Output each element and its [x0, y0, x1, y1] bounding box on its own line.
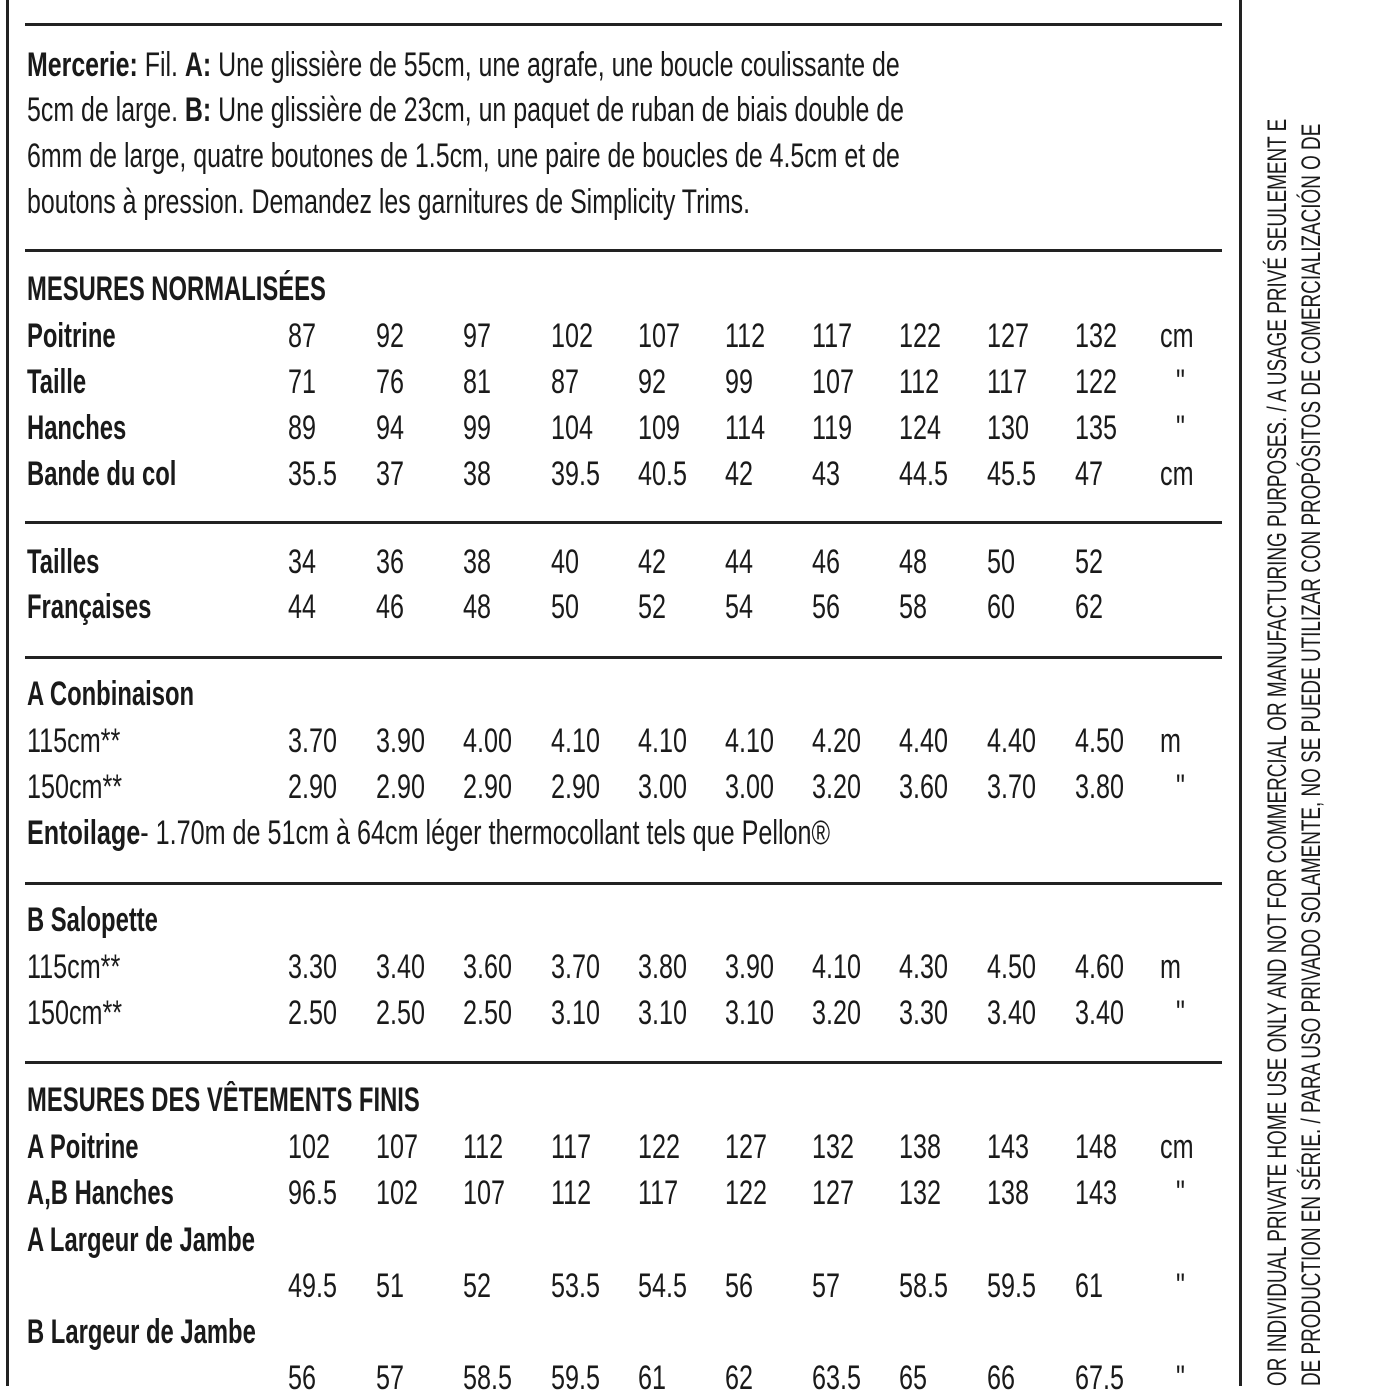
- table-cell: 122: [725, 1174, 767, 1212]
- table-cell: 104: [551, 409, 593, 447]
- table-cell: 3.90: [376, 722, 425, 760]
- table-cell: 58.5: [463, 1359, 512, 1397]
- table-cell: 52: [463, 1267, 491, 1305]
- table-cell: 48: [463, 588, 491, 626]
- table-cell: 117: [812, 317, 853, 355]
- interfacing-note: [27, 816, 830, 850]
- table-cell: 53.5: [551, 1267, 600, 1305]
- table-cell: 122: [1075, 363, 1117, 401]
- row-label: A Largeur de Jambe: [27, 1221, 255, 1259]
- table-cell: 3.70: [987, 768, 1036, 806]
- table-cell: 56: [812, 588, 840, 626]
- table-cell: 3.40: [376, 948, 425, 986]
- table-cell: 59.5: [987, 1267, 1036, 1305]
- unit-label: ": [1176, 994, 1185, 1032]
- table-cell: 47: [1075, 455, 1103, 493]
- table-cell: 37: [376, 455, 404, 493]
- table-cell: 99: [463, 409, 491, 447]
- notions-text: Une glissière de 55cm, une agrafe, une boucle coulissante de: [211, 46, 900, 84]
- table-cell: 112: [725, 317, 766, 355]
- table-cell: 3.00: [638, 768, 687, 806]
- divider: [25, 521, 1222, 524]
- row-label: Tailles: [27, 543, 100, 581]
- divider: [25, 23, 1222, 26]
- table-cell: 3.30: [899, 994, 948, 1032]
- row-label: 150cm**: [27, 994, 123, 1032]
- unit-label: ": [1176, 1267, 1185, 1305]
- table-cell: 2.90: [288, 768, 337, 806]
- table-cell: 54.5: [638, 1267, 687, 1305]
- table-cell: 124: [899, 409, 941, 447]
- table-cell: 143: [1075, 1174, 1117, 1212]
- table-cell: 89: [288, 409, 316, 447]
- row-label: A,B Hanches: [27, 1174, 174, 1212]
- table-cell: 2.50: [376, 994, 425, 1032]
- side-notice-line-2: [1298, 0, 1325, 1386]
- unit-label: ": [1176, 1174, 1185, 1212]
- section-title: MESURES DES VÊTEMENTS FINIS: [27, 1081, 420, 1119]
- table-cell: 107: [812, 363, 854, 401]
- table-cell: 4.10: [812, 948, 861, 986]
- table-cell: 4.60: [1075, 948, 1124, 986]
- section-title: MESURES NORMALISÉES: [27, 270, 326, 308]
- notions-line: [27, 139, 900, 173]
- table-cell: 3.80: [1075, 768, 1124, 806]
- table-cell: 61: [1075, 1267, 1103, 1305]
- table-cell: 102: [288, 1128, 330, 1166]
- unit-label: cm: [1160, 1128, 1194, 1166]
- table-cell: 117: [987, 363, 1028, 401]
- table-cell: 52: [638, 588, 666, 626]
- table-cell: 3.60: [463, 948, 512, 986]
- table-cell: 3.10: [638, 994, 687, 1032]
- table-cell: 44: [725, 543, 753, 581]
- table-cell: 66: [987, 1359, 1015, 1397]
- table-cell: 38: [463, 455, 491, 493]
- divider: [25, 1061, 1222, 1064]
- notions-line: [27, 93, 904, 127]
- notions-text: 5cm de large.: [27, 91, 185, 129]
- table-cell: 138: [899, 1128, 941, 1166]
- table-cell: 117: [638, 1174, 679, 1212]
- table-cell: 40: [551, 543, 579, 581]
- table-cell: 50: [551, 588, 579, 626]
- table-cell: 4.50: [987, 948, 1036, 986]
- table-cell: 71: [288, 363, 316, 401]
- unit-label: ": [1176, 1359, 1185, 1397]
- table-cell: 58: [899, 588, 927, 626]
- notions-text: boutons à pression. Demandez les garnitures de Simplicity Trims.: [27, 183, 751, 221]
- table-cell: 3.30: [288, 948, 337, 986]
- table-cell: 2.50: [288, 994, 337, 1032]
- side-notice-line-1: [1264, 0, 1291, 1386]
- table-cell: 3.00: [725, 768, 774, 806]
- table-cell: 122: [899, 317, 941, 355]
- right-border: [1239, 0, 1242, 1386]
- table-cell: 44: [288, 588, 316, 626]
- table-cell: 148: [1075, 1128, 1117, 1166]
- table-cell: 127: [812, 1174, 854, 1212]
- table-cell: 122: [638, 1128, 680, 1166]
- table-cell: 3.70: [551, 948, 600, 986]
- table-cell: 130: [987, 409, 1029, 447]
- row-label: Poitrine: [27, 317, 116, 355]
- table-cell: 3.10: [551, 994, 600, 1032]
- table-cell: 4.50: [1075, 722, 1124, 760]
- table-cell: 114: [725, 409, 766, 447]
- table-cell: 87: [288, 317, 316, 355]
- section-title: B Salopette: [27, 901, 158, 939]
- table-cell: 34: [288, 543, 316, 581]
- table-cell: 102: [376, 1174, 418, 1212]
- notions-line: [27, 185, 750, 219]
- table-cell: 58.5: [899, 1267, 948, 1305]
- table-cell: 52: [1075, 543, 1103, 581]
- table-cell: 3.90: [725, 948, 774, 986]
- left-border: [6, 0, 9, 1386]
- notions-text: 6mm de large, quatre boutones de 1.5cm, une paire de boucles de 4.5cm et de: [27, 137, 900, 175]
- table-cell: 45.5: [987, 455, 1036, 493]
- table-cell: 109: [638, 409, 680, 447]
- row-label: Bande du col: [27, 455, 177, 493]
- interfacing-label: Entoilage: [27, 814, 141, 852]
- table-cell: 112: [899, 363, 940, 401]
- table-cell: 112: [551, 1174, 592, 1212]
- table-cell: 42: [725, 455, 753, 493]
- table-cell: 57: [812, 1267, 840, 1305]
- table-cell: 67.5: [1075, 1359, 1124, 1397]
- table-cell: 97: [463, 317, 491, 355]
- table-cell: 57: [376, 1359, 404, 1397]
- table-cell: 4.00: [463, 722, 512, 760]
- unit-label: ": [1176, 768, 1185, 806]
- notions-line: [27, 48, 900, 82]
- interfacing-text: - 1.70m de 51cm à 64cm léger thermocollant tels que Pellon®: [140, 814, 831, 852]
- table-cell: 49.5: [288, 1267, 337, 1305]
- divider: [25, 656, 1222, 659]
- table-cell: 54: [725, 588, 753, 626]
- table-cell: 4.10: [551, 722, 600, 760]
- table-cell: 3.80: [638, 948, 687, 986]
- table-cell: 2.90: [551, 768, 600, 806]
- table-cell: 76: [376, 363, 404, 401]
- notions-bold-label: A:: [184, 46, 212, 84]
- table-cell: 102: [551, 317, 593, 355]
- table-cell: 3.10: [725, 994, 774, 1032]
- table-cell: 61: [638, 1359, 666, 1397]
- table-cell: 119: [812, 409, 853, 447]
- table-cell: 4.40: [899, 722, 948, 760]
- table-cell: 38: [463, 543, 491, 581]
- table-cell: 40.5: [638, 455, 687, 493]
- table-cell: 117: [551, 1128, 592, 1166]
- side-notice-text-2: DE PRODUCTION EN SÉRIE. / PARA USO PRIVADO SOLAMENTE, NO SE PUEDE UTILIZAR CON PROPÓSITOS DE COMERCIALIZACIÓN O DE: [1296, 123, 1326, 1386]
- table-cell: 60: [987, 588, 1015, 626]
- divider: [25, 882, 1222, 885]
- table-cell: 94: [376, 409, 404, 447]
- row-label: B Largeur de Jambe: [27, 1313, 256, 1351]
- table-cell: 92: [376, 317, 404, 355]
- table-cell: 107: [376, 1128, 418, 1166]
- table-cell: 3.40: [987, 994, 1036, 1032]
- row-label: Taille: [27, 363, 87, 401]
- table-cell: 96.5: [288, 1174, 337, 1212]
- table-cell: 56: [725, 1267, 753, 1305]
- table-cell: 2.50: [463, 994, 512, 1032]
- table-cell: 46: [812, 543, 840, 581]
- side-notice-text-1: OR INDIVIDUAL PRIVATE HOME USE ONLY AND NOT FOR COMMERCIAL OR MANUFACTURING PURPOSES. / A USAGE PRIVÉ SEULEMENT E: [1262, 118, 1292, 1386]
- table-cell: 44.5: [899, 455, 948, 493]
- table-cell: 3.70: [288, 722, 337, 760]
- table-cell: 4.10: [638, 722, 687, 760]
- table-cell: 99: [725, 363, 753, 401]
- table-cell: 63.5: [812, 1359, 861, 1397]
- table-cell: 132: [899, 1174, 941, 1212]
- row-label: Françaises: [27, 588, 152, 626]
- table-cell: 48: [899, 543, 927, 581]
- table-cell: 62: [1075, 588, 1103, 626]
- table-cell: 2.90: [463, 768, 512, 806]
- table-cell: 46: [376, 588, 404, 626]
- unit-label: ": [1176, 409, 1185, 447]
- table-cell: 59.5: [551, 1359, 600, 1397]
- table-cell: 107: [638, 317, 680, 355]
- section-title: A Conbinaison: [27, 675, 195, 713]
- notions-bold-label: Mercerie:: [27, 46, 138, 84]
- table-cell: 62: [725, 1359, 753, 1397]
- row-label: A Poitrine: [27, 1128, 139, 1166]
- unit-label: m: [1160, 722, 1181, 760]
- table-cell: 92: [638, 363, 666, 401]
- table-cell: 43: [812, 455, 840, 493]
- table-cell: 3.20: [812, 994, 861, 1032]
- notions-text: Fil.: [137, 46, 185, 84]
- table-cell: 132: [812, 1128, 854, 1166]
- table-cell: 112: [463, 1128, 504, 1166]
- table-cell: 3.20: [812, 768, 861, 806]
- unit-label: cm: [1160, 317, 1194, 355]
- table-cell: 127: [725, 1128, 767, 1166]
- row-label: 150cm**: [27, 768, 123, 806]
- table-cell: 2.90: [376, 768, 425, 806]
- unit-label: cm: [1160, 455, 1194, 493]
- notions-bold-label: B:: [184, 91, 212, 129]
- table-cell: 51: [376, 1267, 404, 1305]
- table-cell: 4.10: [725, 722, 774, 760]
- table-cell: 4.20: [812, 722, 861, 760]
- table-cell: 35.5: [288, 455, 337, 493]
- table-cell: 65: [899, 1359, 927, 1397]
- table-cell: 4.40: [987, 722, 1036, 760]
- row-label: Hanches: [27, 409, 127, 447]
- table-cell: 36: [376, 543, 404, 581]
- unit-label: m: [1160, 948, 1181, 986]
- notions-text: Une glissière de 23cm, un paquet de ruban de biais double de: [211, 91, 904, 129]
- row-label: 115cm**: [27, 722, 121, 760]
- row-label: 115cm**: [27, 948, 121, 986]
- table-cell: 87: [551, 363, 579, 401]
- table-cell: 56: [288, 1359, 316, 1397]
- table-cell: 132: [1075, 317, 1117, 355]
- table-cell: 50: [987, 543, 1015, 581]
- table-cell: 3.40: [1075, 994, 1124, 1032]
- divider: [25, 249, 1222, 252]
- table-cell: 81: [463, 363, 491, 401]
- table-cell: 138: [987, 1174, 1029, 1212]
- table-cell: 135: [1075, 409, 1117, 447]
- table-cell: 39.5: [551, 455, 600, 493]
- unit-label: ": [1176, 363, 1185, 401]
- table-cell: 143: [987, 1128, 1029, 1166]
- table-cell: 4.30: [899, 948, 948, 986]
- table-cell: 127: [987, 317, 1029, 355]
- table-cell: 3.60: [899, 768, 948, 806]
- table-cell: 107: [463, 1174, 505, 1212]
- table-cell: 42: [638, 543, 666, 581]
